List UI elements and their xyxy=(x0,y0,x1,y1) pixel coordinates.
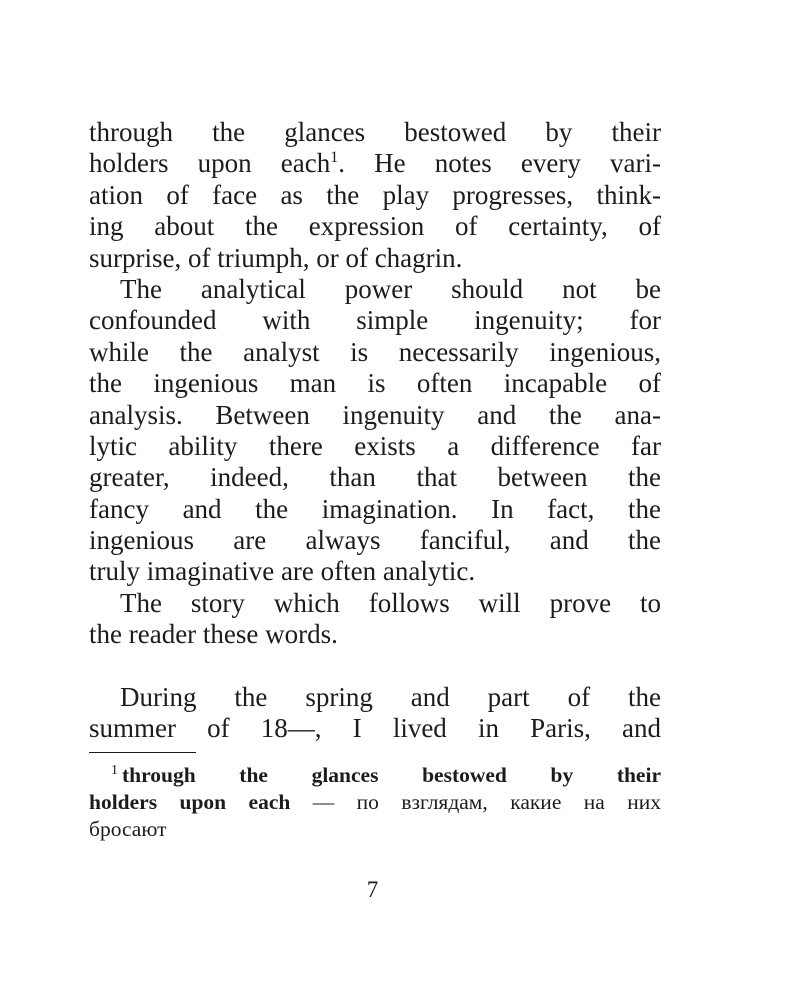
paragraph-story xyxy=(89,588,661,651)
text-line: lytic ability there exists a difference far xyxy=(89,430,661,461)
text-line: ation of face as the play progresses, think- xyxy=(89,179,661,210)
paragraph-paris xyxy=(89,682,661,745)
paragraph-continuation xyxy=(89,117,661,274)
text-line: while the analyst is necessarily ingenious, xyxy=(89,336,661,367)
text-line: The analytical power should not be xyxy=(120,273,661,304)
text-line: ing about the expression of certainty, of xyxy=(89,211,661,242)
paragraph-analytical-power xyxy=(89,274,661,588)
text-line: fancy and the imagination. In fact, the xyxy=(89,493,661,524)
footnote-line xyxy=(89,789,661,816)
section-gap xyxy=(89,651,661,682)
text-line: During the spring and part of the xyxy=(120,682,661,713)
text-line: ingenious are always fanciful, and the xyxy=(89,525,661,556)
text-line: summer of 18—, I lived in Paris, and xyxy=(89,713,661,744)
text-line: The story which follows will prove to xyxy=(120,587,661,618)
book-page-text xyxy=(89,117,661,745)
text-line: confounded with simple ingenuity; for xyxy=(89,305,661,336)
text-fragment: . He notes every vari- xyxy=(338,148,662,179)
footnote-line xyxy=(89,762,661,789)
footnote xyxy=(89,762,661,843)
text-line: through the glances bestowed by their xyxy=(89,117,661,147)
footnote-term: through the glances bestowed by their xyxy=(122,763,661,787)
footnote-reference: 1 xyxy=(330,149,339,167)
footnote-translation: — по взглядам, какие на них xyxy=(290,790,661,814)
footnote-divider xyxy=(89,752,196,753)
text-line: truly imaginative are often analytic. xyxy=(89,556,476,587)
text-line: greater, indeed, than that between the xyxy=(89,462,661,493)
text-fragment: holders upon each xyxy=(89,148,331,179)
text-line: the ingenious man is often incapable of xyxy=(89,368,661,399)
text-line: analysis. Between ingenuity and the ana- xyxy=(89,399,661,430)
footnote-line: бросают xyxy=(89,817,167,841)
text-line: the reader these words. xyxy=(89,619,338,650)
text-line xyxy=(89,148,661,179)
page-number: 7 xyxy=(366,877,379,902)
text-line: surprise, of triumph, or of chagrin. xyxy=(89,242,463,273)
footnote-term: holders upon each xyxy=(89,790,291,814)
footnote-marker: 1 xyxy=(111,763,118,778)
